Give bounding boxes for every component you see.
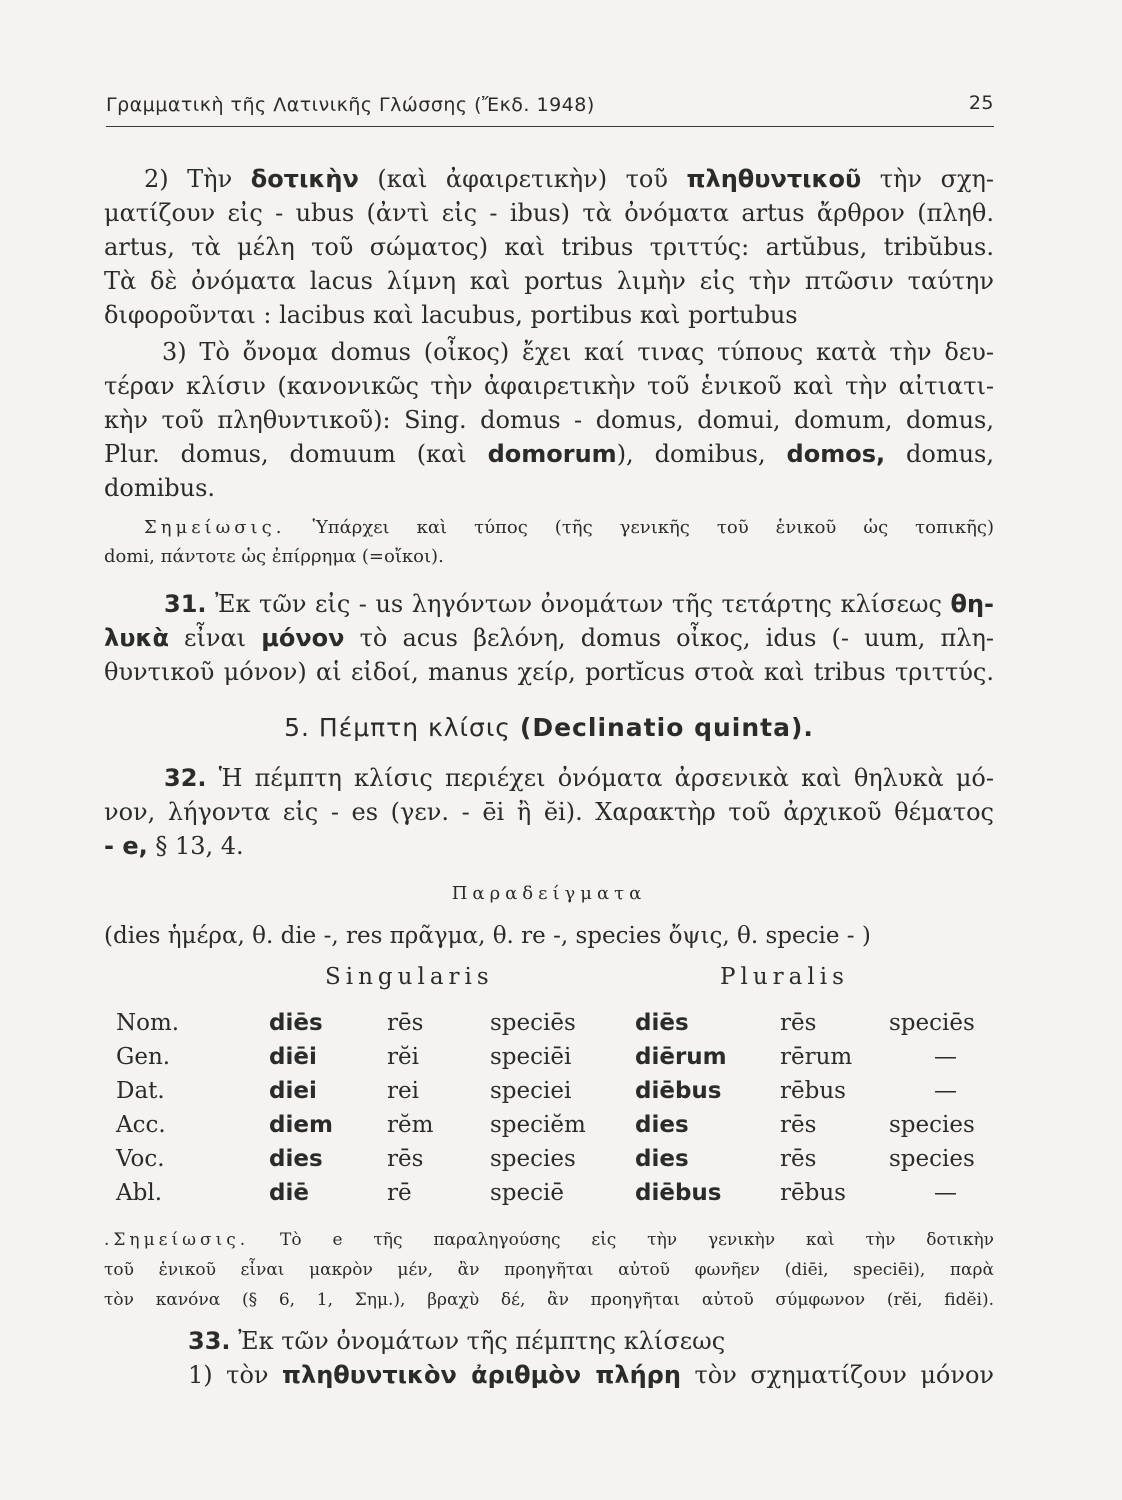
cell: rēs [780, 1146, 817, 1172]
cell: dies [269, 1146, 323, 1172]
note2-line1: .Σημείωσις. Τὸ e τῆς παραληγούσης εἰς τὴν γενικὴν καὶ τὴν δοτικὴν [104, 1230, 994, 1250]
case-label: Voc. [116, 1146, 165, 1172]
cell: species [889, 1112, 975, 1138]
para3-line2: τέραν κλίσιν (κανονικῶς τὴν ἀφαιρετικὴν τοῦ ἑνικοῦ καὶ τὴν αἰτιατι- [104, 372, 994, 400]
cell: diēs [269, 1010, 323, 1036]
sec32-line1: 32. Ἡ πέμπτη κλίσις περιέχει ὀνόματα ἀρσενικὰ καὶ θηλυκὰ μό- [164, 764, 994, 792]
sec31-line2: λυκὰ εἶναι μόνον τὸ acus βελόνη, domus οἶκος, idus (- uum, πλη- [104, 624, 994, 652]
para3-line4: Plur. domus, domuum (καὶ domorum), domibus, domos, domus, [104, 440, 994, 468]
para2-line1: 2) Τὴν δοτικὴν (καὶ ἀφαιρετικὴν) τοῦ πληθυντικοῦ τὴν σχη- [144, 165, 994, 193]
cell: diēs [635, 1010, 689, 1036]
cell: dies [635, 1112, 689, 1138]
sec32-line3: - e, § 13, 4. [104, 832, 244, 860]
note2-line2: τοῦ ἑνικοῦ εἶναι μακρὸν μέν, ἂν προηγῆται αὐτοῦ φωνῆεν (diēi, speciēi), παρὰ [104, 1260, 994, 1280]
cell: rēs [780, 1010, 817, 1036]
cell: speciēs [490, 1010, 576, 1036]
page-number: 25 [968, 92, 994, 114]
cell: speciei [490, 1078, 572, 1104]
cell: diēbus [635, 1078, 722, 1104]
cell: species [490, 1146, 576, 1172]
cell: species [889, 1146, 975, 1172]
cell: rēs [387, 1146, 424, 1172]
cell: diēi [269, 1044, 317, 1070]
header-title: Γραμματικὴ τῆς Λατινικῆς Γλώσσης (Ἔκδ. 1948) [106, 94, 595, 116]
para2-line2: ματίζουν εἰς - ubus (ἀντὶ εἰς - ibus) τὰ ὀνόματα artus ἄρθρον (πληθ. [104, 199, 994, 227]
cell: rēs [387, 1010, 424, 1036]
cell: rēbus [780, 1180, 846, 1206]
para3-line3: κὴν τοῦ πληθυντικοῦ): Sing. domus - domus, domui, domum, domus, [104, 406, 994, 434]
cell: speciēi [490, 1044, 572, 1070]
section-heading: 5. Πέμπτη κλίσις (Declinatio quinta). [284, 713, 814, 742]
running-header [106, 92, 994, 127]
cell: diē [269, 1180, 309, 1206]
cell: rē [387, 1180, 412, 1206]
pluralis-label: Pluralis [720, 964, 849, 990]
case-label: Gen. [116, 1044, 171, 1070]
para2-line4: Τὰ δὲ ὀνόματα lacus λίμνη καὶ portus λιμὴν εἰς τὴν πτῶσιν ταύτην [104, 267, 994, 295]
cell: — [934, 1180, 957, 1206]
para2-line3: artus, τὰ μέλη τοῦ σώματος) καὶ tribus τριττύς: artŭbus, tribŭbus. [104, 233, 994, 261]
cell: dies [635, 1146, 689, 1172]
table-row [104, 1112, 1004, 1146]
sec33-line2: 1) τὸν πληθυντικὸν ἀριθμὸν πλήρη τὸν σχηματίζουν μόνον [188, 1361, 994, 1389]
cell: speciē [490, 1180, 564, 1206]
cell: rēbus [780, 1078, 846, 1104]
case-label: Dat. [116, 1078, 165, 1104]
cell: speciēs [889, 1010, 975, 1036]
cell: — [934, 1078, 957, 1104]
note2-line3: τὸν κανόνα (§ 6, 1, Σημ.), βραχὺ δέ, ἂν προηγῆται αὐτοῦ σύμφωνον (rĕi, fidĕi). [104, 1290, 994, 1310]
paradigm-examples: (dies ἡμέρα, θ. die -, res πρᾶγμα, θ. re -, species ὄψις, θ. specie - ) [104, 923, 871, 949]
note1-line2: domi, πάντοτε ὡς ἐπίρρημα (=οἴκοι). [104, 546, 444, 567]
case-label: Nom. [116, 1010, 180, 1036]
sec31-line3: θυντικοῦ μόνον) αἱ εἰδοί, manus χείρ, portĭcus στοὰ καὶ tribus τριττύς. [104, 658, 994, 686]
table-row [104, 1180, 1004, 1214]
table-row [104, 1146, 1004, 1180]
sec33-line1: 33. Ἐκ τῶν ὀνομάτων τῆς πέμπτης κλίσεως [188, 1327, 726, 1355]
cell: diem [269, 1112, 333, 1138]
cell: diēbus [635, 1180, 722, 1206]
cell: — [934, 1044, 957, 1070]
para3-line5: domibus. [104, 474, 216, 502]
table-row [104, 1078, 1004, 1112]
case-label: Abl. [116, 1180, 162, 1206]
cell: speciĕm [490, 1112, 586, 1138]
cell: diei [269, 1078, 317, 1104]
case-label: Acc. [116, 1112, 166, 1138]
cell: rei [387, 1078, 419, 1104]
cell: rĕi [387, 1044, 419, 1070]
cell: rērum [780, 1044, 853, 1070]
table-row [104, 1010, 1004, 1044]
note1-line1: Σημείωσις. Ὑπάρχει καὶ τύπος (τῆς γενικῆς τοῦ ἑνικοῦ ὡς τοπικῆς) [144, 517, 994, 538]
sec31-line1: 31. Ἐκ τῶν εἰς - us ληγόντων ὀνομάτων τῆς τετάρτης κλίσεως θη- [164, 590, 994, 618]
cell: diērum [635, 1044, 727, 1070]
sec32-line2: νον, λήγοντα εἰς - es (γεν. - ēi ἢ ĕi). Χαρακτὴρ τοῦ ἀρχικοῦ θέματος [104, 798, 994, 826]
para2-line5: διφοροῦνται : lacibus καὶ lacubus, portibus καὶ portubus [104, 301, 798, 329]
paradigm-title: Παραδείγματα [451, 883, 647, 904]
cell: rĕm [387, 1112, 434, 1138]
cell: rēs [780, 1112, 817, 1138]
para3-line1: 3) Τὸ ὄνομα domus (οἶκος) ἔχει καί τινας τύπους κατὰ τὴν δευ- [162, 338, 994, 366]
table-row [104, 1044, 1004, 1078]
singularis-label: Singularis [325, 964, 494, 990]
